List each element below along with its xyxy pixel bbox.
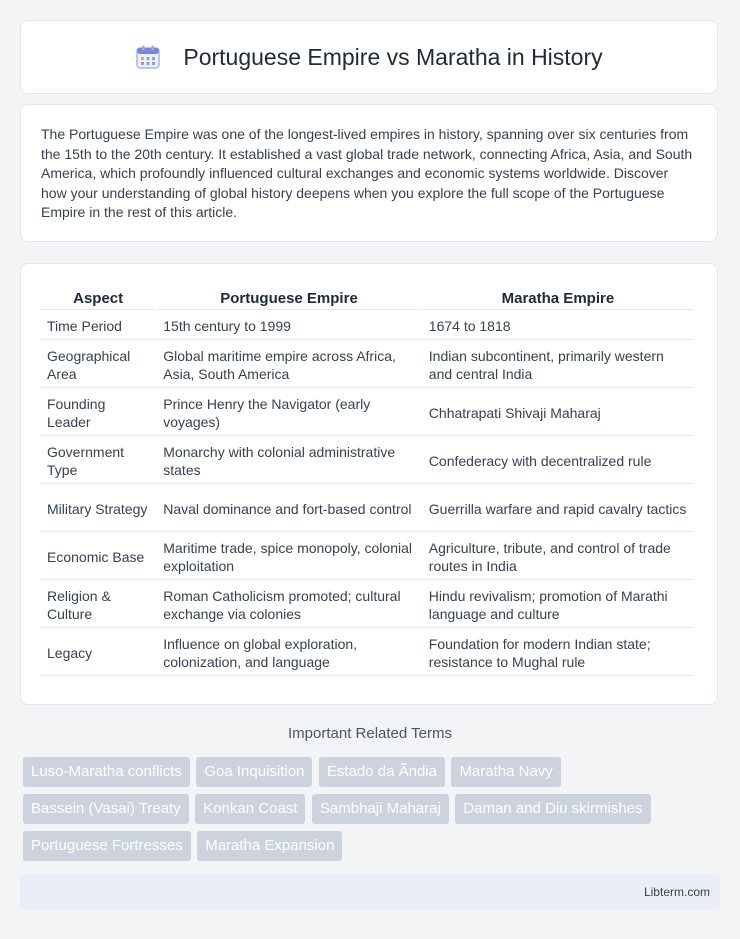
footer-site-link[interactable]: Libterm.com [643, 885, 710, 899]
cell-maratha: 1674 to 1818 [423, 312, 693, 340]
related-terms-title: Important Related Terms [288, 725, 452, 742]
table-row [41, 390, 693, 436]
related-term-tag[interactable]: Goa Inquisition [196, 757, 312, 787]
related-term-tag[interactable]: Bassein (Vasai) Treaty [23, 794, 189, 824]
cell-aspect: Government Type [41, 438, 155, 484]
table-row [41, 630, 693, 676]
table-row [41, 438, 693, 484]
related-term-tag[interactable]: Konkan Coast [195, 794, 305, 824]
related-term-tag[interactable]: Sambhaji Maharaj [312, 794, 449, 824]
table-row [41, 486, 693, 532]
header-aspect: Aspect [41, 286, 155, 310]
cell-maratha: Agriculture, tribute, and control of trade routes in India [423, 534, 693, 580]
table-header-row [41, 286, 693, 310]
table-row [41, 582, 693, 628]
cell-aspect: Economic Base [41, 534, 155, 580]
table-row [41, 312, 693, 340]
comparison-card [20, 263, 718, 705]
cell-portuguese: Naval dominance and fort-based control [157, 486, 421, 532]
cell-aspect: Geographical Area [41, 342, 155, 388]
cell-maratha: Guerrilla warfare and rapid cavalry tactics [423, 486, 693, 532]
comparison-table [39, 284, 695, 678]
related-term-tag[interactable]: Maratha Navy [451, 757, 560, 787]
related-term-tag[interactable]: Portuguese Fortresses [23, 831, 191, 861]
footer [20, 875, 720, 909]
cell-maratha: Foundation for modern Indian state; resistance to Mughal rule [423, 630, 693, 676]
cell-portuguese: 15th century to 1999 [157, 312, 421, 340]
cell-portuguese: Maritime trade, spice monopoly, colonial exploitation [157, 534, 421, 580]
related-term-tag[interactable]: Estado da Ãndia [319, 757, 445, 787]
intro-text: The Portuguese Empire was one of the longest-lived empires in history, spanning over six centuries from the 15th to the 20th century. It established a vast global trade network, connecting Africa, Asia, and South America, which profoundly influenced cultural exchanges and economic systems worldwide. Discover how your understanding of global history deepens when you explore the full scope of the Portuguese Empire in the rest of this article. [41, 126, 693, 221]
cell-portuguese: Roman Catholicism promoted; cultural exchange via colonies [157, 582, 421, 628]
cell-portuguese: Monarchy with colonial administrative states [157, 438, 421, 484]
cell-maratha: Indian subcontinent, primarily western and central India [423, 342, 693, 388]
table-row [41, 342, 693, 388]
cell-maratha: Confederacy with decentralized rule [423, 438, 693, 484]
calendar-icon [135, 44, 161, 70]
cell-maratha: Chhatrapati Shivaji Maharaj [423, 390, 693, 436]
header-portuguese: Portuguese Empire [157, 286, 421, 310]
intro-card [20, 104, 718, 242]
cell-aspect: Legacy [41, 630, 155, 676]
related-term-tag[interactable]: Luso-Maratha conflicts [23, 757, 190, 787]
cell-portuguese: Global maritime empire across Africa, Asia, South America [157, 342, 421, 388]
page-title: Portuguese Empire vs Maratha in History [183, 43, 603, 70]
cell-aspect: Military Strategy [41, 486, 155, 532]
cell-aspect: Religion & Culture [41, 582, 155, 628]
related-term-tag[interactable]: Maratha Expansion [197, 831, 342, 861]
related-terms-list [23, 757, 723, 868]
header-card [20, 20, 718, 94]
cell-maratha: Hindu revivalism; promotion of Marathi language and culture [423, 582, 693, 628]
cell-portuguese: Influence on global exploration, colonization, and language [157, 630, 421, 676]
table-row [41, 534, 693, 580]
cell-aspect: Time Period [41, 312, 155, 340]
cell-aspect: Founding Leader [41, 390, 155, 436]
cell-portuguese: Prince Henry the Navigator (early voyages) [157, 390, 421, 436]
header-maratha: Maratha Empire [423, 286, 693, 310]
related-term-tag[interactable]: Daman and Diu skirmishes [455, 794, 650, 824]
